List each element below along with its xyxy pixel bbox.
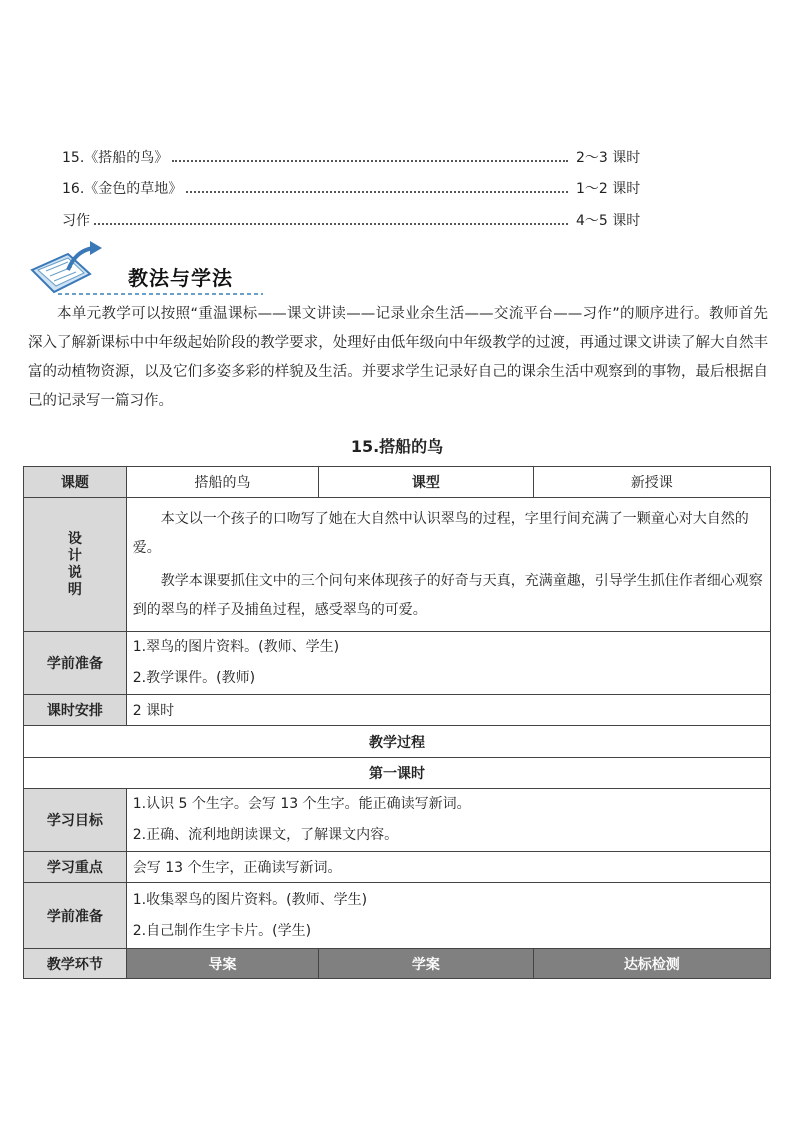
prep2-content <box>126 883 770 949</box>
toc-hours: 1～2 课时 <box>576 181 641 197</box>
toc-leader <box>94 210 568 225</box>
toc-row <box>62 178 642 200</box>
design-paragraph: 本文以一个孩子的口吻写了她在大自然中认识翠鸟的过程，字里行间充满了一颗童心对大自然的爱。 <box>132 510 749 556</box>
toc-leader <box>186 178 568 193</box>
design-label-text: 设 计 说 明 <box>67 530 82 598</box>
stage-col-check: 达标检测 <box>533 949 770 979</box>
hours-value: 2 课时 <box>126 695 770 726</box>
lesson-plan-table <box>23 466 771 979</box>
prep2-label: 学前准备 <box>24 883 127 949</box>
table-row <box>24 758 771 789</box>
stage-col-study: 学案 <box>319 949 533 979</box>
section-banner <box>28 240 238 298</box>
table-row <box>24 789 771 852</box>
first-lesson-heading: 第一课时 <box>24 758 771 789</box>
table-row <box>24 632 771 695</box>
stage-label: 教学环节 <box>24 949 127 979</box>
toc-row <box>62 147 642 169</box>
section-underline <box>58 293 263 295</box>
toc-title: 15.《搭船的鸟》 <box>62 150 169 166</box>
toc-title: 习作 <box>62 213 90 229</box>
toc-title: 16.《金色的草地》 <box>62 181 183 197</box>
table-row <box>24 467 771 498</box>
goal-label: 学习目标 <box>24 789 127 852</box>
prep2-item: 1.收集翠鸟的图片资料。(教师、学生) <box>132 891 368 908</box>
table-row <box>24 949 771 979</box>
goal-content <box>126 789 770 852</box>
prep-item: 2.教学课件。(教师) <box>132 670 256 686</box>
toc-hours: 4～5 课时 <box>576 213 641 229</box>
prep-item: 1.翠鸟的图片资料。(教师、学生) <box>132 639 340 655</box>
toc-hours: 2～3 课时 <box>576 150 641 166</box>
table-row <box>24 726 771 758</box>
design-label <box>24 498 127 632</box>
process-heading: 教学过程 <box>24 726 771 758</box>
table-row <box>24 498 771 632</box>
topic-label: 课题 <box>24 467 127 498</box>
stage-col-guide: 导案 <box>126 949 318 979</box>
table-row <box>24 695 771 726</box>
goal-item: 2.正确、流利地朗读课文，了解课文内容。 <box>132 827 399 843</box>
toc-leader <box>172 147 568 162</box>
focus-label: 学习重点 <box>24 852 127 883</box>
design-paragraph: 教学本课要抓住文中的三个问句来体现孩子的好奇与天真，充满童趣，引导学生抓住作者细心观察到的翠鸟的样子及捕鱼过程，感受翠鸟的可爱。 <box>132 572 763 618</box>
section-title: 教法与学法 <box>128 266 233 290</box>
table-row <box>24 852 771 883</box>
type-value: 新授课 <box>533 467 770 498</box>
toc-row <box>62 210 642 232</box>
prep-label: 学前准备 <box>24 632 127 695</box>
focus-value: 会写 13 个生字，正确读写新词。 <box>126 852 770 883</box>
lesson-title: 15.搭船的鸟 <box>350 437 444 456</box>
prep-content <box>126 632 770 695</box>
hours-label: 课时安排 <box>24 695 127 726</box>
type-label: 课型 <box>319 467 533 498</box>
book-arrow-icon <box>28 240 128 298</box>
topic-value: 搭船的鸟 <box>126 467 318 498</box>
intro-paragraph: 本单元教学可以按照“重温课标——课文讲读——记录业余生活——交流平台——习作”的顺序进行。教师首先深入了解新课标中中年级起始阶段的教学要求，处理好由低年级向中年级教学的过渡，再通过课文讲读了解大自然丰富的动植物资源，以及它们多姿多彩的样貌及生活。并要求学生记录好自己的课余生活中观察到的事物，最后根据自己的记录写一篇习作。 <box>28 306 768 409</box>
table-row <box>24 883 771 949</box>
prep2-item: 2.自己制作生字卡片。(学生) <box>132 922 312 939</box>
goal-item: 1.认识 5 个生字。会写 13 个生字。能正确读写新词。 <box>132 796 471 812</box>
design-content <box>126 498 770 632</box>
